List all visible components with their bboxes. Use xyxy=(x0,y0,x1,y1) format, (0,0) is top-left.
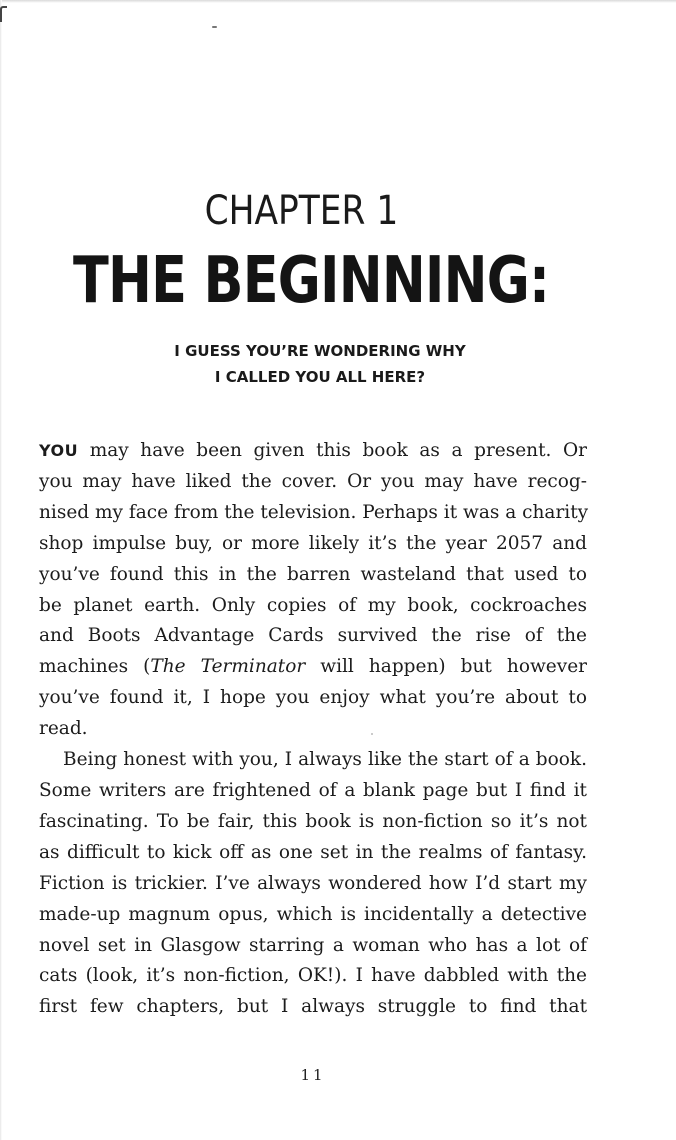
text-fragment: will happen) but however xyxy=(305,656,587,678)
film-title: The Terminator xyxy=(150,656,306,678)
paragraph-1 xyxy=(39,436,587,745)
paragraph-2 xyxy=(39,745,587,1023)
text-line: Being honest with you, I always like the start of a book. xyxy=(63,749,587,771)
text-line: first few chapters, but I always struggle to find that xyxy=(39,996,587,1018)
text-fragment: machines ( xyxy=(39,656,151,678)
text-line: cats (look, it’s non-fiction, OK!). I have dabbled with the xyxy=(39,965,587,987)
text-line: read. xyxy=(39,718,88,740)
corner-mark xyxy=(0,6,7,22)
text-line xyxy=(39,436,587,467)
text-line: be planet earth. Only copies of my book, cockroaches xyxy=(39,594,587,616)
scan-edge-top xyxy=(0,0,676,3)
text-line xyxy=(39,652,587,683)
chapter-subtitle-line: I CALLED YOU ALL HERE? xyxy=(214,368,426,386)
body-text xyxy=(39,436,587,1023)
chapter-label: CHAPTER 1 xyxy=(204,188,399,234)
chapter-title: THE BEGINNING: xyxy=(72,244,550,318)
text-line-rest: may have been given this book as a present. Or xyxy=(78,440,587,461)
text-line: and Boots Advantage Cards survived the rise of the xyxy=(39,625,587,647)
text-line: you may have liked the cover. Or you may have recog- xyxy=(39,470,587,492)
text-line: Fiction is trickier. I’ve always wondered how I’d start my xyxy=(39,872,587,894)
scan-edge-left xyxy=(0,0,2,1140)
page-number: 11 xyxy=(300,1066,326,1084)
scan-speck xyxy=(212,26,217,28)
text-line: Some writers are frightened of a blank page but I find it xyxy=(39,779,587,801)
text-line: you’ve found this in the barren wasteland that used to xyxy=(39,563,587,585)
lead-word: YOU xyxy=(39,441,79,460)
text-line: as difficult to kick off as one set in the realms of fantasy. xyxy=(39,841,587,863)
chapter-subtitle xyxy=(120,338,520,390)
text-line: novel set in Glasgow starring a woman who has a lot of xyxy=(39,934,587,956)
text-line: shop impulse buy, or more likely it’s the year 2057 and xyxy=(39,532,587,554)
text-line: you’ve found it, I hope you enjoy what you’re about to xyxy=(39,687,587,709)
chapter-subtitle-line: I GUESS YOU’RE WONDERING WHY xyxy=(174,342,466,360)
text-line: made-up magnum opus, which is incidentally a detective xyxy=(39,903,587,925)
text-line: fascinating. To be fair, this book is non-fiction so it’s not xyxy=(39,810,587,832)
text-line: nised my face from the television. Perhaps it was a charity xyxy=(39,501,589,523)
